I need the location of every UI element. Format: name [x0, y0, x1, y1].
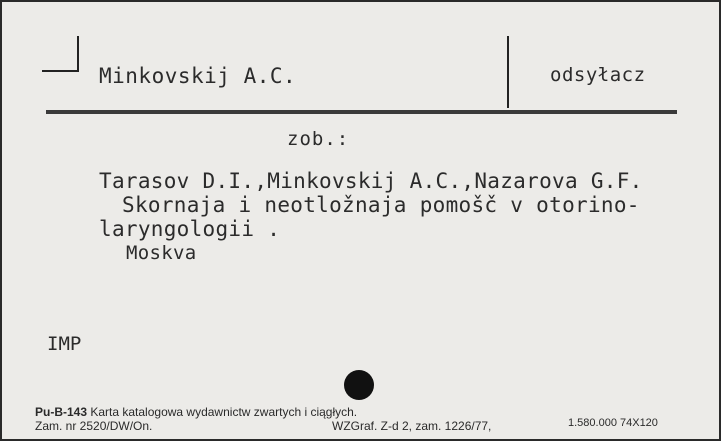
footer-form-code: Pu-B-143: [35, 405, 88, 419]
body-line-3: laryngologii .: [99, 217, 281, 241]
reference-label: odsyłacz: [550, 64, 646, 86]
corner-mark-horizontal: [42, 70, 79, 72]
footer-print-run: 1.580.000 74X120: [568, 417, 658, 429]
header-rule: [46, 110, 677, 114]
body-line-2: Skornaja i neotložnaja pomošč v otorino-: [122, 193, 640, 217]
card-heading: Minkovskij A.C.: [99, 64, 297, 88]
punch-hole: [344, 370, 374, 400]
footer-form-title: Karta katalogowa wydawnictw zwartych i ciągłych.: [90, 405, 358, 419]
header-divider: [507, 36, 509, 108]
corner-mark-vertical: [77, 36, 79, 72]
footer-printer: WZGraf. Z-d 2, zam. 1226/77,: [332, 419, 492, 433]
body-line-4: Moskva: [126, 242, 197, 264]
body-line-1: Tarasov D.I.,Minkovskij A.C.,Nazarova G.F.: [99, 169, 643, 193]
collection-code: IMP: [47, 333, 82, 355]
footer-order-number: Zam. nr 2520/DW/On.: [35, 419, 153, 433]
see-also-label: zob.:: [287, 128, 350, 150]
footer-line-1: [35, 405, 357, 419]
